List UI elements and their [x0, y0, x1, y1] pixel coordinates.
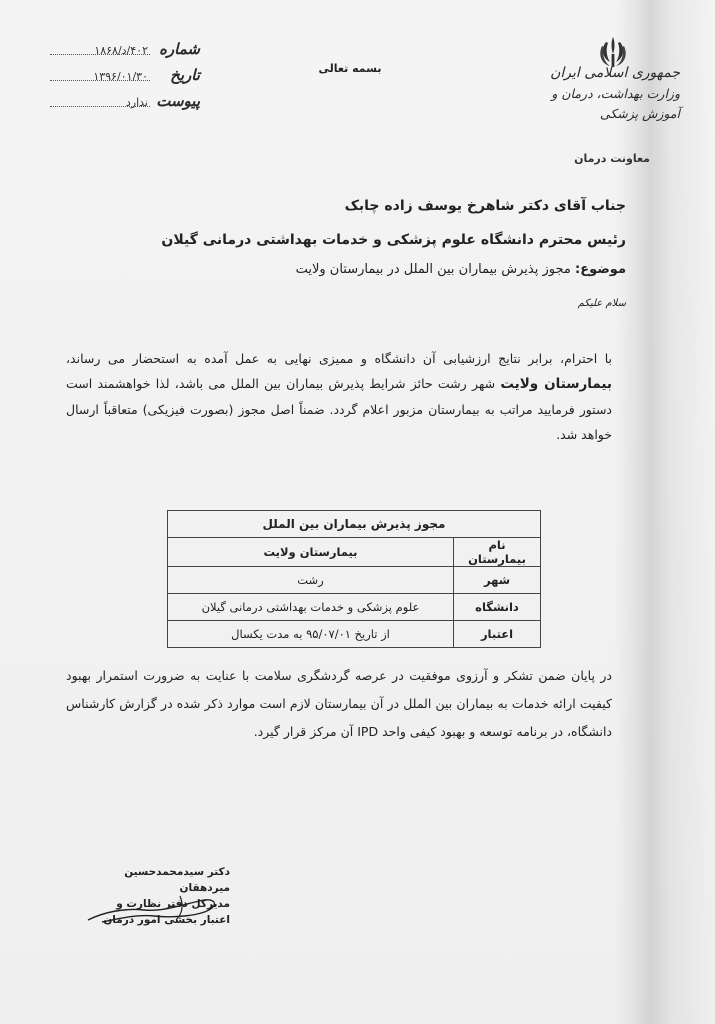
- meta-date-value: ۱۳۹۶/۰۱/۳۰: [93, 70, 148, 83]
- meta-attachment-value: ندارد: [125, 96, 148, 109]
- greeting: سلام علیکم: [577, 298, 626, 309]
- meta-row-date: [50, 66, 200, 92]
- permit-table-title: مجوز پذیرش بیماران بین الملل: [168, 511, 541, 538]
- table-cell-key: شهر: [454, 567, 541, 594]
- meta-date-label: تاریخ: [170, 66, 200, 84]
- table-row: [168, 538, 541, 567]
- table-row: [168, 594, 541, 621]
- table-cell-value: از تاریخ ۹۵/۰۷/۰۱ به مدت یکسال: [168, 621, 454, 648]
- letter-subject: [60, 259, 626, 281]
- handwritten-signature: [84, 890, 224, 926]
- addressee-block: [60, 195, 626, 281]
- addressee-title: رئیس محترم دانشگاه علوم پزشکی و خدمات بهداشتی درمانی گیلان: [161, 232, 626, 248]
- bismillah-heading: بسمه تعالی: [318, 62, 382, 75]
- permit-table: [167, 510, 541, 648]
- meta-row-number: [50, 40, 200, 66]
- table-cell-key: دانشگاه: [454, 594, 541, 621]
- meta-number-label: شماره: [159, 40, 200, 58]
- signer-title-1: مدیرکل دفتر نظارت و: [116, 898, 230, 910]
- letter-meta-block: [50, 40, 200, 118]
- ministry-letterhead: [540, 62, 680, 124]
- meta-row-attachment: [50, 92, 200, 118]
- signer-title-2: اعتبار بخشی امور درمان: [103, 914, 230, 926]
- body-text-part2: شهر رشت حائز شرایط پذیرش بیماران بین الملل می باشد، لذا خواهشمند است دستور فرمایید مراتب به بیمارستان مزبور اعلام گردد. ضمناً اصل مجوز (بصورت فیزیکی) متعاقباً ارسال خواهد شد.: [66, 376, 612, 442]
- body-text-part1: با احترام، برابر نتایج ارزشیابی آن دانشگاه و ممیزی نهایی به عمل آمده به استحضار می رساند،: [66, 351, 612, 366]
- closing-paragraph: در پایان ضمن تشکر و آرزوی موفقیت در عرصه گردشگری سلامت با عنایت به ضرورت استمرار بهبود کیفیت ارائه خدمات به بیماران بین الملل در آن بیمارستان لازم است موارد ذکر شده در گزارش کارشناس دانشگاه، در برنامه توسعه و بهبود کیفی واحد IPD آن مرکز قرار گیرد.: [66, 668, 612, 739]
- letterhead-ministry: وزارت بهداشت، درمان و آموزش پزشکی: [551, 86, 680, 121]
- table-cell-key: نام بیمارستان: [454, 538, 541, 567]
- meta-attachment-label: پیوست: [156, 92, 200, 110]
- addressee-name: جناب آقای دکتر شاهرخ یوسف زاده چابک: [344, 198, 626, 214]
- table-cell-value: رشت: [168, 567, 454, 594]
- table-cell-key: اعتبار: [454, 621, 541, 648]
- table-cell-value: بیمارستان ولایت: [168, 538, 454, 567]
- letter-body: [66, 346, 612, 447]
- subject-label: موضوع:: [575, 262, 626, 277]
- permit-table-title-row: [168, 511, 541, 538]
- subject-text: مجوز پذیرش بیماران بین الملل در بیمارستان ولایت: [295, 262, 571, 277]
- body-hospital-name: بیمارستان ولایت: [500, 376, 612, 392]
- letterhead-department: معاونت درمان: [574, 152, 650, 165]
- table-cell-value: علوم پزشکی و خدمات بهداشتی درمانی گیلان: [168, 594, 454, 621]
- signer-name: دکتر سیدمحمدحسین میردهقان: [124, 866, 230, 894]
- letterhead-country: جمهوری اسلامی ایران: [550, 65, 680, 81]
- meta-number-value: ۴۰۲/د/۱۸۶۸: [94, 44, 148, 57]
- table-row: [168, 567, 541, 594]
- table-row: [168, 621, 541, 648]
